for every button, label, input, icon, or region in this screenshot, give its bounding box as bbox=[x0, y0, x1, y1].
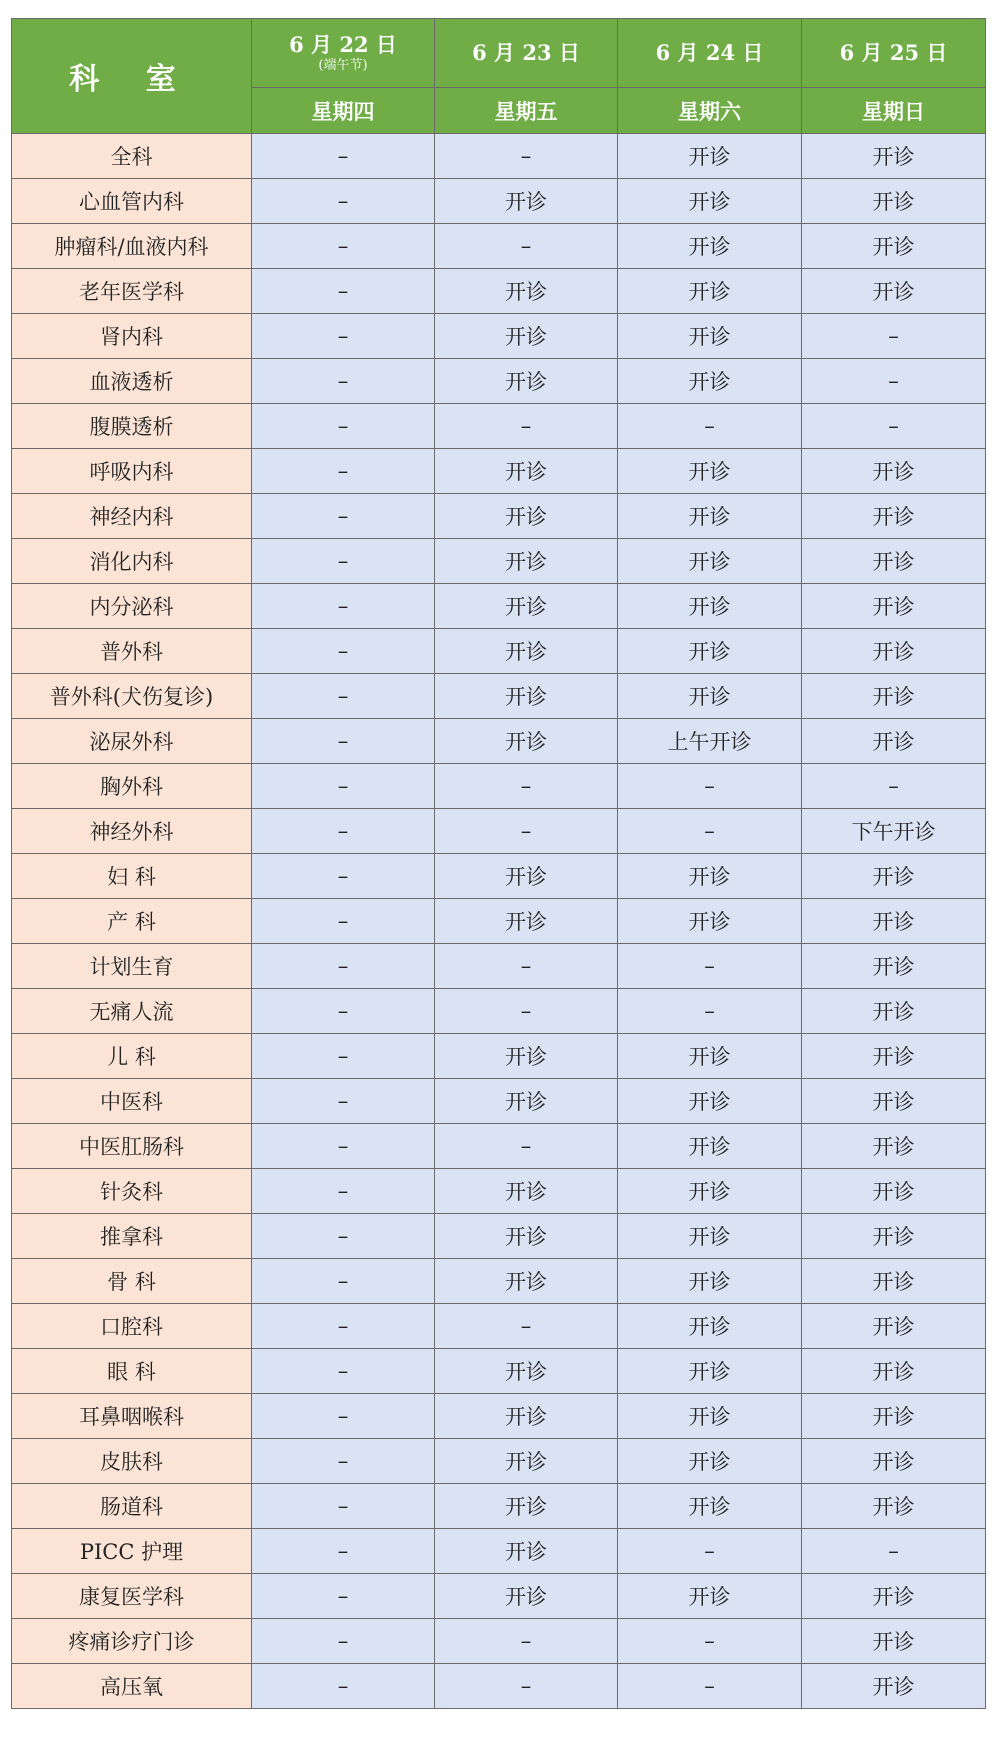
schedule-cell: 开诊 bbox=[802, 1124, 986, 1169]
department-name: 疼痛诊疗门诊 bbox=[12, 1619, 252, 1664]
schedule-cell: – bbox=[252, 854, 435, 899]
schedule-cell: 开诊 bbox=[802, 989, 986, 1034]
schedule-cell: 开诊 bbox=[802, 1034, 986, 1079]
schedule-cell: – bbox=[802, 404, 986, 449]
department-name: 眼 科 bbox=[12, 1349, 252, 1394]
schedule-cell: – bbox=[252, 1349, 435, 1394]
schedule-cell: – bbox=[618, 809, 802, 854]
schedule-cell: 开诊 bbox=[802, 629, 986, 674]
schedule-cell: – bbox=[802, 359, 986, 404]
department-name: 泌尿外科 bbox=[12, 719, 252, 764]
schedule-cell: – bbox=[252, 809, 435, 854]
schedule-cell: – bbox=[252, 1304, 435, 1349]
department-name: 皮肤科 bbox=[12, 1439, 252, 1484]
schedule-cell: – bbox=[252, 1124, 435, 1169]
schedule-cell: 开诊 bbox=[435, 314, 618, 359]
schedule-cell: – bbox=[252, 764, 435, 809]
schedule-cell: – bbox=[252, 1214, 435, 1259]
schedule-cell: 开诊 bbox=[802, 719, 986, 764]
schedule-cell: 开诊 bbox=[802, 1484, 986, 1529]
table-row bbox=[12, 1124, 986, 1169]
table-row bbox=[12, 1079, 986, 1124]
table-row bbox=[12, 449, 986, 494]
schedule-cell: – bbox=[252, 1034, 435, 1079]
schedule-cell: 开诊 bbox=[435, 1529, 618, 1574]
table-row bbox=[12, 269, 986, 314]
schedule-cell: – bbox=[618, 1664, 802, 1709]
schedule-cell: 开诊 bbox=[435, 269, 618, 314]
schedule-cell: 开诊 bbox=[435, 1079, 618, 1124]
schedule-cell: 开诊 bbox=[802, 269, 986, 314]
schedule-cell: – bbox=[435, 944, 618, 989]
schedule-cell: – bbox=[252, 584, 435, 629]
department-name: 血液透析 bbox=[12, 359, 252, 404]
holiday-note: (端午节) bbox=[318, 58, 368, 73]
schedule-cell: 开诊 bbox=[618, 1169, 802, 1214]
schedule-cell: 开诊 bbox=[435, 1439, 618, 1484]
date-label: 6 月 22 日 bbox=[289, 32, 397, 57]
schedule-cell: 开诊 bbox=[618, 494, 802, 539]
department-column-header: 科 室 bbox=[12, 19, 252, 134]
table-row bbox=[12, 674, 986, 719]
department-name: 老年医学科 bbox=[12, 269, 252, 314]
schedule-cell: – bbox=[252, 1619, 435, 1664]
department-name: 肿瘤科/血液内科 bbox=[12, 224, 252, 269]
schedule-cell: – bbox=[252, 404, 435, 449]
schedule-cell: 开诊 bbox=[435, 449, 618, 494]
schedule-cell: 开诊 bbox=[435, 1574, 618, 1619]
schedule-cell: 开诊 bbox=[618, 314, 802, 359]
schedule-cell: 开诊 bbox=[618, 899, 802, 944]
department-name: 胸外科 bbox=[12, 764, 252, 809]
department-name: 腹膜透析 bbox=[12, 404, 252, 449]
department-name: 神经外科 bbox=[12, 809, 252, 854]
schedule-cell: – bbox=[252, 314, 435, 359]
schedule-cell: – bbox=[252, 269, 435, 314]
department-name: 普外科 bbox=[12, 629, 252, 674]
department-name: 骨 科 bbox=[12, 1259, 252, 1304]
schedule-cell: – bbox=[802, 764, 986, 809]
schedule-cell: 开诊 bbox=[802, 1304, 986, 1349]
department-name: 消化内科 bbox=[12, 539, 252, 584]
schedule-cell: 开诊 bbox=[435, 719, 618, 764]
schedule-cell: 开诊 bbox=[618, 269, 802, 314]
department-name: 高压氧 bbox=[12, 1664, 252, 1709]
schedule-cell: – bbox=[252, 1664, 435, 1709]
schedule-cell: 开诊 bbox=[618, 1124, 802, 1169]
department-name: 无痛人流 bbox=[12, 989, 252, 1034]
schedule-cell: – bbox=[252, 1079, 435, 1124]
table-row bbox=[12, 1619, 986, 1664]
schedule-cell: 开诊 bbox=[802, 134, 986, 179]
schedule-cell: 开诊 bbox=[435, 1259, 618, 1304]
schedule-cell: – bbox=[435, 764, 618, 809]
schedule-cell: 开诊 bbox=[618, 1574, 802, 1619]
schedule-cell: – bbox=[435, 809, 618, 854]
department-name: PICC 护理 bbox=[12, 1529, 252, 1574]
schedule-cell: 开诊 bbox=[618, 674, 802, 719]
schedule-cell: 开诊 bbox=[802, 179, 986, 224]
department-name: 康复医学科 bbox=[12, 1574, 252, 1619]
department-name: 神经内科 bbox=[12, 494, 252, 539]
schedule-cell: – bbox=[618, 944, 802, 989]
table-row bbox=[12, 134, 986, 179]
department-name: 产 科 bbox=[12, 899, 252, 944]
schedule-cell: 开诊 bbox=[802, 224, 986, 269]
schedule-cell: – bbox=[252, 494, 435, 539]
schedule-cell: 开诊 bbox=[802, 944, 986, 989]
schedule-cell: 开诊 bbox=[802, 899, 986, 944]
schedule-cell: 开诊 bbox=[802, 1079, 986, 1124]
schedule-cell: 开诊 bbox=[435, 899, 618, 944]
schedule-cell: – bbox=[618, 1529, 802, 1574]
schedule-cell: – bbox=[252, 539, 435, 584]
table-row bbox=[12, 1169, 986, 1214]
department-name: 推拿科 bbox=[12, 1214, 252, 1259]
schedule-cell: 开诊 bbox=[435, 1484, 618, 1529]
schedule-cell: – bbox=[252, 224, 435, 269]
table-row bbox=[12, 314, 986, 359]
schedule-cell: – bbox=[435, 134, 618, 179]
schedule-cell: 开诊 bbox=[618, 1304, 802, 1349]
schedule-cell: – bbox=[252, 134, 435, 179]
schedule-cell: – bbox=[618, 764, 802, 809]
date-header-jun22 bbox=[252, 19, 435, 88]
date-label: 6 月 24 日 bbox=[655, 40, 764, 65]
schedule-cell: – bbox=[252, 629, 435, 674]
table-row bbox=[12, 1574, 986, 1619]
schedule-cell: 开诊 bbox=[618, 629, 802, 674]
schedule-cell: – bbox=[435, 1619, 618, 1664]
schedule-cell: – bbox=[435, 1304, 618, 1349]
department-name: 中医肛肠科 bbox=[12, 1124, 252, 1169]
table-row bbox=[12, 1664, 986, 1709]
department-name: 普外科(犬伤复诊) bbox=[12, 674, 252, 719]
schedule-cell: 开诊 bbox=[802, 1664, 986, 1709]
schedule-cell: – bbox=[252, 1439, 435, 1484]
date-header-row bbox=[12, 19, 986, 88]
schedule-cell: 开诊 bbox=[435, 1349, 618, 1394]
schedule-cell: 开诊 bbox=[618, 134, 802, 179]
schedule-cell: 开诊 bbox=[618, 1214, 802, 1259]
schedule-cell: – bbox=[252, 449, 435, 494]
clinic-schedule-table bbox=[11, 18, 986, 1709]
department-name: 全科 bbox=[12, 134, 252, 179]
department-name: 耳鼻咽喉科 bbox=[12, 1394, 252, 1439]
schedule-cell: 开诊 bbox=[618, 359, 802, 404]
schedule-cell: 开诊 bbox=[435, 539, 618, 584]
schedule-cell: 开诊 bbox=[435, 1394, 618, 1439]
schedule-cell: 开诊 bbox=[802, 1349, 986, 1394]
date-label: 6 月 23 日 bbox=[472, 40, 580, 65]
schedule-cell: 上午开诊 bbox=[618, 719, 802, 764]
schedule-cell: – bbox=[252, 1574, 435, 1619]
schedule-cell: – bbox=[252, 989, 435, 1034]
schedule-cell: 开诊 bbox=[802, 1394, 986, 1439]
schedule-cell: 开诊 bbox=[435, 629, 618, 674]
schedule-cell: – bbox=[252, 179, 435, 224]
department-name: 中医科 bbox=[12, 1079, 252, 1124]
table-row bbox=[12, 1439, 986, 1484]
schedule-cell: 开诊 bbox=[802, 449, 986, 494]
schedule-cell: – bbox=[252, 1484, 435, 1529]
table-row bbox=[12, 899, 986, 944]
table-row bbox=[12, 1214, 986, 1259]
schedule-cell: 开诊 bbox=[435, 584, 618, 629]
schedule-cell: – bbox=[618, 1619, 802, 1664]
schedule-cell: – bbox=[435, 1124, 618, 1169]
schedule-cell: 开诊 bbox=[435, 1214, 618, 1259]
table-row bbox=[12, 1394, 986, 1439]
schedule-cell: – bbox=[802, 1529, 986, 1574]
table-row bbox=[12, 1484, 986, 1529]
schedule-cell: 开诊 bbox=[802, 1169, 986, 1214]
table-row bbox=[12, 359, 986, 404]
schedule-cell: 开诊 bbox=[618, 539, 802, 584]
schedule-cell: 开诊 bbox=[435, 1034, 618, 1079]
schedule-cell: 开诊 bbox=[435, 854, 618, 899]
schedule-header bbox=[12, 19, 986, 134]
department-name: 妇 科 bbox=[12, 854, 252, 899]
table-row bbox=[12, 584, 986, 629]
department-name: 计划生育 bbox=[12, 944, 252, 989]
schedule-cell: 开诊 bbox=[618, 1349, 802, 1394]
table-row bbox=[12, 494, 986, 539]
table-row bbox=[12, 989, 986, 1034]
weekday-header-thu: 星期四 bbox=[252, 88, 435, 134]
date-header-jun25 bbox=[802, 19, 986, 88]
schedule-cell: 开诊 bbox=[802, 1619, 986, 1664]
table-row bbox=[12, 854, 986, 899]
schedule-cell: 开诊 bbox=[618, 224, 802, 269]
schedule-cell: 开诊 bbox=[802, 674, 986, 719]
schedule-cell: 开诊 bbox=[802, 854, 986, 899]
schedule-cell: – bbox=[435, 404, 618, 449]
table-row bbox=[12, 944, 986, 989]
schedule-cell: – bbox=[252, 359, 435, 404]
schedule-cell: 下午开诊 bbox=[802, 809, 986, 854]
department-name: 口腔科 bbox=[12, 1304, 252, 1349]
schedule-cell: 开诊 bbox=[435, 1169, 618, 1214]
department-name: 针灸科 bbox=[12, 1169, 252, 1214]
department-name: 肾内科 bbox=[12, 314, 252, 359]
department-name: 心血管内科 bbox=[12, 179, 252, 224]
schedule-cell: 开诊 bbox=[435, 674, 618, 719]
schedule-cell: 开诊 bbox=[618, 1439, 802, 1484]
table-row bbox=[12, 719, 986, 764]
schedule-cell: – bbox=[252, 899, 435, 944]
schedule-cell: – bbox=[252, 674, 435, 719]
weekday-header-sun: 星期日 bbox=[802, 88, 986, 134]
department-name: 呼吸内科 bbox=[12, 449, 252, 494]
department-name: 肠道科 bbox=[12, 1484, 252, 1529]
schedule-cell: 开诊 bbox=[618, 449, 802, 494]
schedule-cell: – bbox=[435, 989, 618, 1034]
table-row bbox=[12, 179, 986, 224]
schedule-cell: 开诊 bbox=[802, 539, 986, 584]
weekday-header-sat: 星期六 bbox=[618, 88, 802, 134]
schedule-cell: 开诊 bbox=[802, 584, 986, 629]
date-label: 6 月 25 日 bbox=[839, 40, 948, 65]
table-row bbox=[12, 1304, 986, 1349]
schedule-cell: 开诊 bbox=[618, 1259, 802, 1304]
schedule-cell: 开诊 bbox=[618, 854, 802, 899]
schedule-cell: 开诊 bbox=[618, 584, 802, 629]
schedule-cell: 开诊 bbox=[435, 359, 618, 404]
department-name: 内分泌科 bbox=[12, 584, 252, 629]
table-row bbox=[12, 809, 986, 854]
schedule-cell: 开诊 bbox=[435, 494, 618, 539]
table-row bbox=[12, 1259, 986, 1304]
table-row bbox=[12, 1349, 986, 1394]
schedule-cell: – bbox=[435, 1664, 618, 1709]
schedule-cell: 开诊 bbox=[618, 1484, 802, 1529]
schedule-cell: 开诊 bbox=[618, 1034, 802, 1079]
table-row bbox=[12, 629, 986, 674]
schedule-cell: – bbox=[618, 404, 802, 449]
table-row bbox=[12, 1034, 986, 1079]
table-row bbox=[12, 404, 986, 449]
schedule-cell: 开诊 bbox=[435, 179, 618, 224]
schedule-cell: 开诊 bbox=[802, 1574, 986, 1619]
table-row bbox=[12, 1529, 986, 1574]
table-row bbox=[12, 764, 986, 809]
schedule-cell: 开诊 bbox=[618, 1079, 802, 1124]
schedule-cell: – bbox=[435, 224, 618, 269]
schedule-cell: 开诊 bbox=[802, 494, 986, 539]
schedule-cell: 开诊 bbox=[618, 1394, 802, 1439]
weekday-header-fri: 星期五 bbox=[435, 88, 618, 134]
schedule-cell: – bbox=[252, 719, 435, 764]
schedule-cell: – bbox=[252, 1169, 435, 1214]
table-row bbox=[12, 224, 986, 269]
department-name: 儿 科 bbox=[12, 1034, 252, 1079]
schedule-cell: 开诊 bbox=[802, 1259, 986, 1304]
schedule-cell: – bbox=[252, 1259, 435, 1304]
schedule-cell: – bbox=[618, 989, 802, 1034]
schedule-cell: – bbox=[252, 1529, 435, 1574]
schedule-cell: – bbox=[252, 1394, 435, 1439]
schedule-cell: – bbox=[802, 314, 986, 359]
table-row bbox=[12, 539, 986, 584]
date-header-jun24 bbox=[618, 19, 802, 88]
date-header-jun23 bbox=[435, 19, 618, 88]
schedule-cell: 开诊 bbox=[618, 179, 802, 224]
schedule-cell: 开诊 bbox=[802, 1439, 986, 1484]
schedule-cell: – bbox=[252, 944, 435, 989]
schedule-cell: 开诊 bbox=[802, 1214, 986, 1259]
schedule-body bbox=[12, 134, 986, 1709]
